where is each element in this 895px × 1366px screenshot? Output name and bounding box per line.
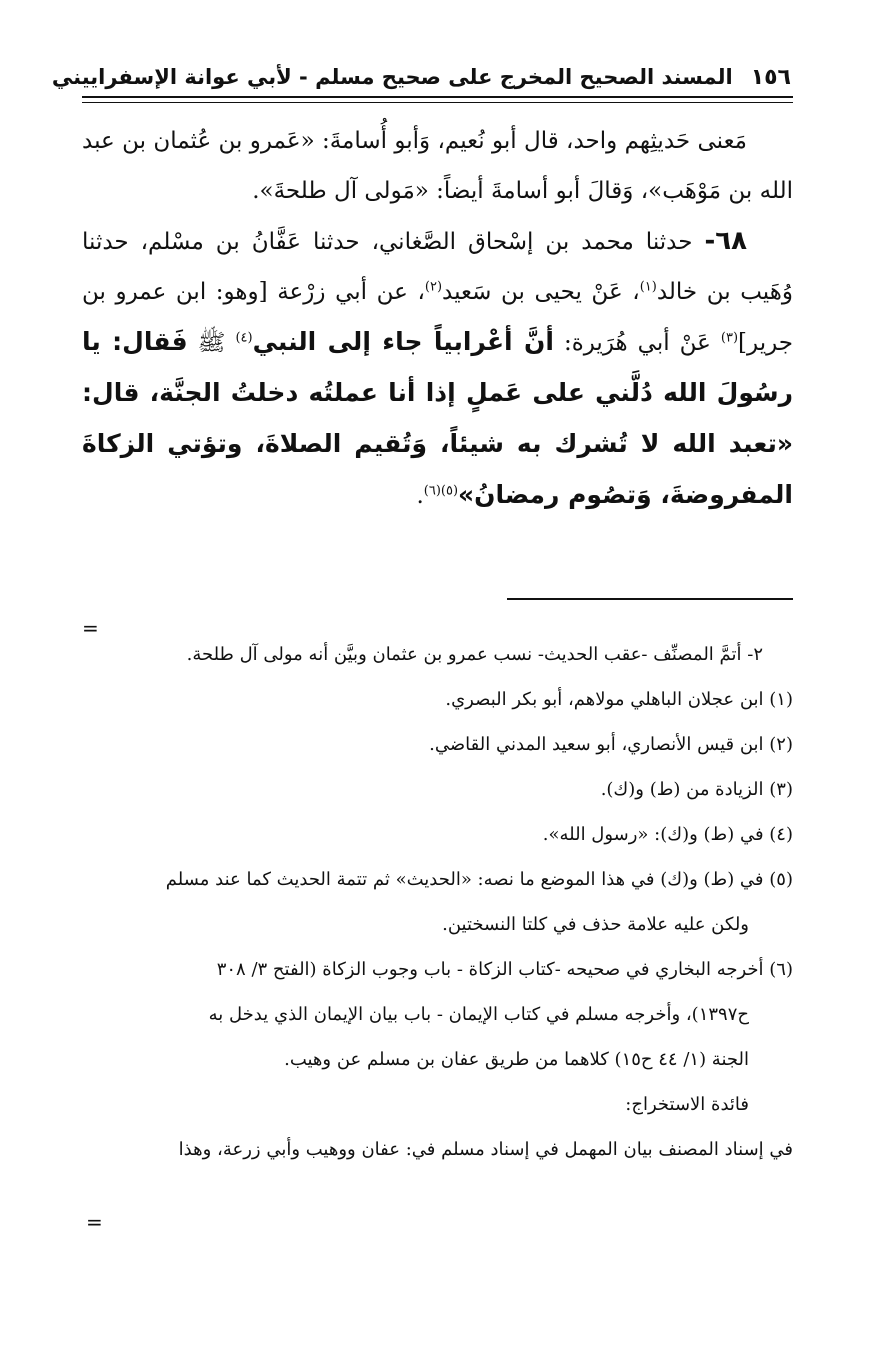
isnad-part-3: ، عن أبي زرْعة [وهو: ابن عمرو بن جرير] (82, 279, 794, 356)
paragraph-1: مَعنى حَديثِهم واحد، قال أبو نُعيم، وَأبو أُسامةَ: «عَمرو بن عُثمان بن عبد الله بن مَوْهَب»، وَقالَ أبو أسامةَ أيضاً: «مَولى آل طلحةَ». (82, 128, 793, 204)
paragraph-end: . (416, 483, 424, 509)
footnote-2: (٢) ابن قيس الأنصاري، أبو سعيد المدني القاضي. (429, 734, 793, 755)
footnote-prev-page: ٢- أتمَّ المصنِّف -عقب الحديث- نسب عمرو بن عثمان وبيَّن أنه مولى آل طلحة. (186, 644, 763, 665)
header-rule (82, 96, 793, 103)
footnote-6-benefit-heading: فائدة الاستخراج: (625, 1094, 749, 1115)
isnad-part-2: ، عَنْ يحيى بن سَعيد (442, 279, 640, 305)
isnad-part-4: عَنْ أبي هُرَيرة: (553, 330, 721, 356)
matn-part-2: فَقال: يا رسُولَ الله دُلَّني على عَملٍ إذا أنا عملتُه دخلتُ الجنَّة، قال: «تعبد الله لا تُشرك به شيئاً، وَتُقيم الصلاةَ، وتؤتي الزكاةَ المفروضةَ، وَتصُوم رمضانُ» (82, 327, 793, 509)
running-header (51, 60, 791, 94)
footnotes (82, 632, 793, 1172)
footnote-ref-4[interactable]: (٤) (235, 330, 253, 346)
book-title: المسند الصحيح المخرج على صحيح مسلم - لأبي عوانة الإسفراييني (51, 65, 733, 89)
footnote-separator (507, 598, 793, 600)
footnote-ref-5-6[interactable]: (٥)(٦) (423, 483, 459, 499)
footnote-4: (٤) في (ط) و(ك): «رسول الله». (542, 824, 793, 845)
footnote-5: (٥) في (ط) و(ك) في هذا الموضع ما نصه: «الحديث» ثم تتمة الحديث كما عند مسلم (165, 869, 793, 890)
continuation-mark-top: = (82, 616, 99, 640)
footnote-6-line-3: الجنة (١/ ٤٤ ح١٥) كلاهما من طريق عفان بن مسلم عن وهيب. (284, 1049, 749, 1070)
hadith-paragraph (82, 216, 793, 521)
footnote-3: (٣) الزيادة من (ط) و(ك). (600, 779, 793, 800)
page-number: ١٥٦ (750, 64, 791, 90)
footnote-ref-3[interactable]: (٣) (720, 330, 739, 346)
footnote-5-cont: ولكن عليه علامة حذف في كلتا النسختين. (442, 914, 749, 935)
footnote-ref-2[interactable]: (٢) (424, 279, 443, 295)
isnad-part-1: حدثنا محمد بن إسْحاق الصَّغاني، حدثنا عَفَّانُ بن مسْلم، حدثنا وُهَيب بن خالد (82, 229, 793, 305)
continuation-mark-bottom: = (86, 1210, 103, 1234)
matn-part-1: أنَّ أعْرابياً جاء إلى النبي (252, 327, 554, 356)
footnote-6: (٦) أخرجه البخاري في صحيحه -كتاب الزكاة - باب وجوب الزكاة (الفتح ٣/ ٣٠٨ (216, 959, 793, 980)
footnote-1: (١) ابن عجلان الباهلي مولاهم، أبو بكر البصري. (445, 689, 793, 710)
salla-symbol: ﷺ (187, 330, 236, 356)
main-text (82, 116, 793, 521)
footnote-6-line-2: ح١٣٩٧)، وأخرجه مسلم في كتاب الإيمان - باب بيان الإيمان الذي يدخل به (208, 1004, 749, 1025)
footnote-6-benefit-text: في إسناد المصنف بيان المهمل في إسناد مسلم في: عفان ووهيب وأبي زرعة، وهذا (178, 1139, 793, 1160)
hadith-number: ٦٨- (704, 226, 747, 256)
footnote-ref-1[interactable]: (١) (639, 279, 657, 295)
